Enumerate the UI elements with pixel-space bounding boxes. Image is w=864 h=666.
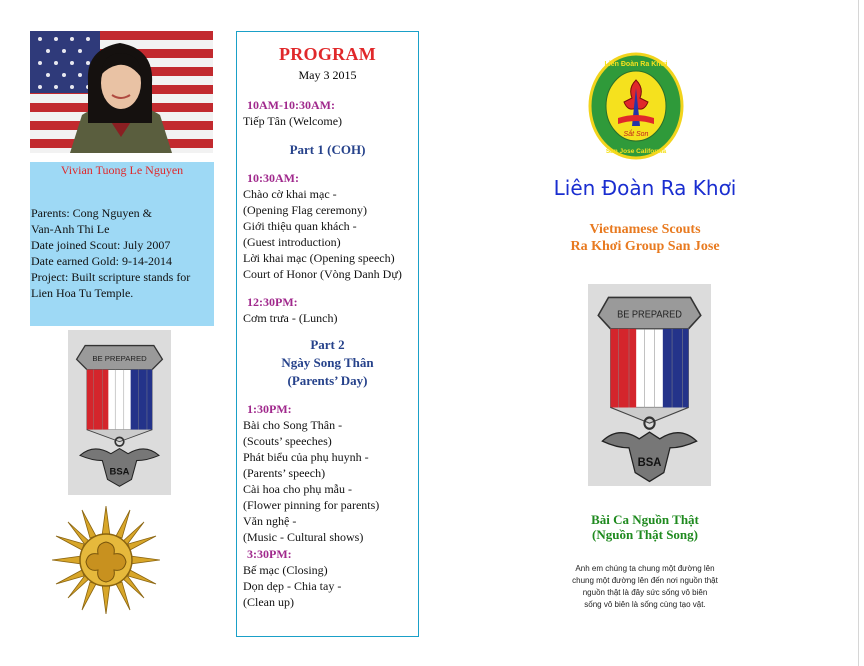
schedule-item: (Parents’ speech) [243,466,326,480]
bio-line: Parents: Cong Nguyen & [31,206,152,220]
part-2-line: Part 2 [310,337,345,352]
schedule-item: Court of Honor (Vòng Danh Dự) [243,267,402,281]
bio-line: Van-Anh Thi Le [31,222,110,236]
scout-photo [30,31,213,153]
schedule-item: Bế mạc (Closing) [243,563,328,577]
subtitle-line: Vietnamese Scouts [589,222,701,237]
schedule-time: 12:30PM: [247,295,298,309]
part-1-heading: Part 1 (COH) [289,142,366,157]
lyric-line: chung một đường lên đến nơi nguồn thật [572,576,718,585]
schedule-time: 10AM-10:30AM: [247,98,335,112]
schedule-item: Văn nghệ - [243,514,297,528]
group-subtitle [480,221,810,255]
lyric-line: sống vô biên là sống cùng tạo vật. [584,600,706,609]
schedule-item: (Clean up) [243,595,294,609]
group-logo [588,52,684,160]
eagle-medal-image [68,330,171,495]
part-2-heading [237,336,418,390]
medal-ribbon-text: BE PREPARED [92,354,147,363]
schedule-item: Chào cờ khai mạc - [243,187,337,201]
song-title-line: (Nguồn Thật Song) [592,527,698,542]
logo-ring-top: Liên Đoàn Ra Khơi [604,61,668,68]
scout-name: Vivian Tuong Le Nguyen [60,163,184,177]
page-edge-line [858,0,859,666]
schedule-item: Cơm trưa - (Lunch) [243,311,338,325]
medal-ribbon-text: BE PREPARED [617,309,682,321]
schedule-item: Cài hoa cho phụ mẫu - [243,482,352,496]
schedule-item: Lời khai mạc (Opening speech) [243,251,395,265]
schedule-item: (Music - Cultural shows) [243,530,364,544]
bio-line: Date joined Scout: July 2007 [31,238,171,252]
part-2-line: Ngày Song Thân [281,355,374,370]
scout-bio-details [30,205,214,301]
program-title: PROGRAM [278,44,377,64]
schedule-item: Tiếp Tân (Welcome) [243,114,343,128]
schedule-item: (Flower pinning for parents) [243,498,380,512]
bio-line: Lien Hoa Tu Temple. [31,286,134,300]
eagle-medal-image [588,284,711,486]
schedule-time: 3:30PM: [247,547,292,561]
song-title-line: Bài Ca Nguồn Thật [591,512,699,527]
schedule-item: Bài cho Song Thân - [243,418,343,432]
part-2-line: (Parents’ Day) [287,373,368,388]
logo-ring-bottom: San Jose California [605,148,667,155]
program-date: May 3 2015 [298,68,357,82]
program-panel [236,31,419,637]
schedule-time: 10:30AM: [247,171,299,185]
song-title [480,512,810,542]
group-title: Liên Đoàn Ra Khơi [553,176,737,200]
lyric-line: nguồn thật là đây sức sống vô biên [582,588,708,597]
gold-award-image [52,506,160,614]
schedule-item: Phát biểu của phụ huynh - [243,450,369,464]
bio-line: Date earned Gold: 9-14-2014 [31,254,172,268]
logo-motto: Sắt Son [623,131,649,138]
schedule-item: Dọn dẹp - Chia tay - [243,579,342,593]
schedule-time: 1:30PM: [247,402,292,416]
bio-line: Project: Built scripture stands for [31,270,191,284]
medal-bsa-text: BSA [109,466,130,478]
medal-bsa-text: BSA [637,454,662,469]
song-lyrics [545,563,745,611]
lyric-line: Anh em chúng ta chung một đường lên [575,564,715,573]
schedule-item: (Guest introduction) [243,235,341,249]
scout-bio-box [30,162,214,326]
schedule-item: (Opening Flag ceremony) [243,203,367,217]
schedule-item: Giới thiệu quan khách - [243,219,357,233]
subtitle-line: Ra Khơi Group San Jose [570,239,720,254]
schedule-item: (Scouts’ speeches) [243,434,332,448]
